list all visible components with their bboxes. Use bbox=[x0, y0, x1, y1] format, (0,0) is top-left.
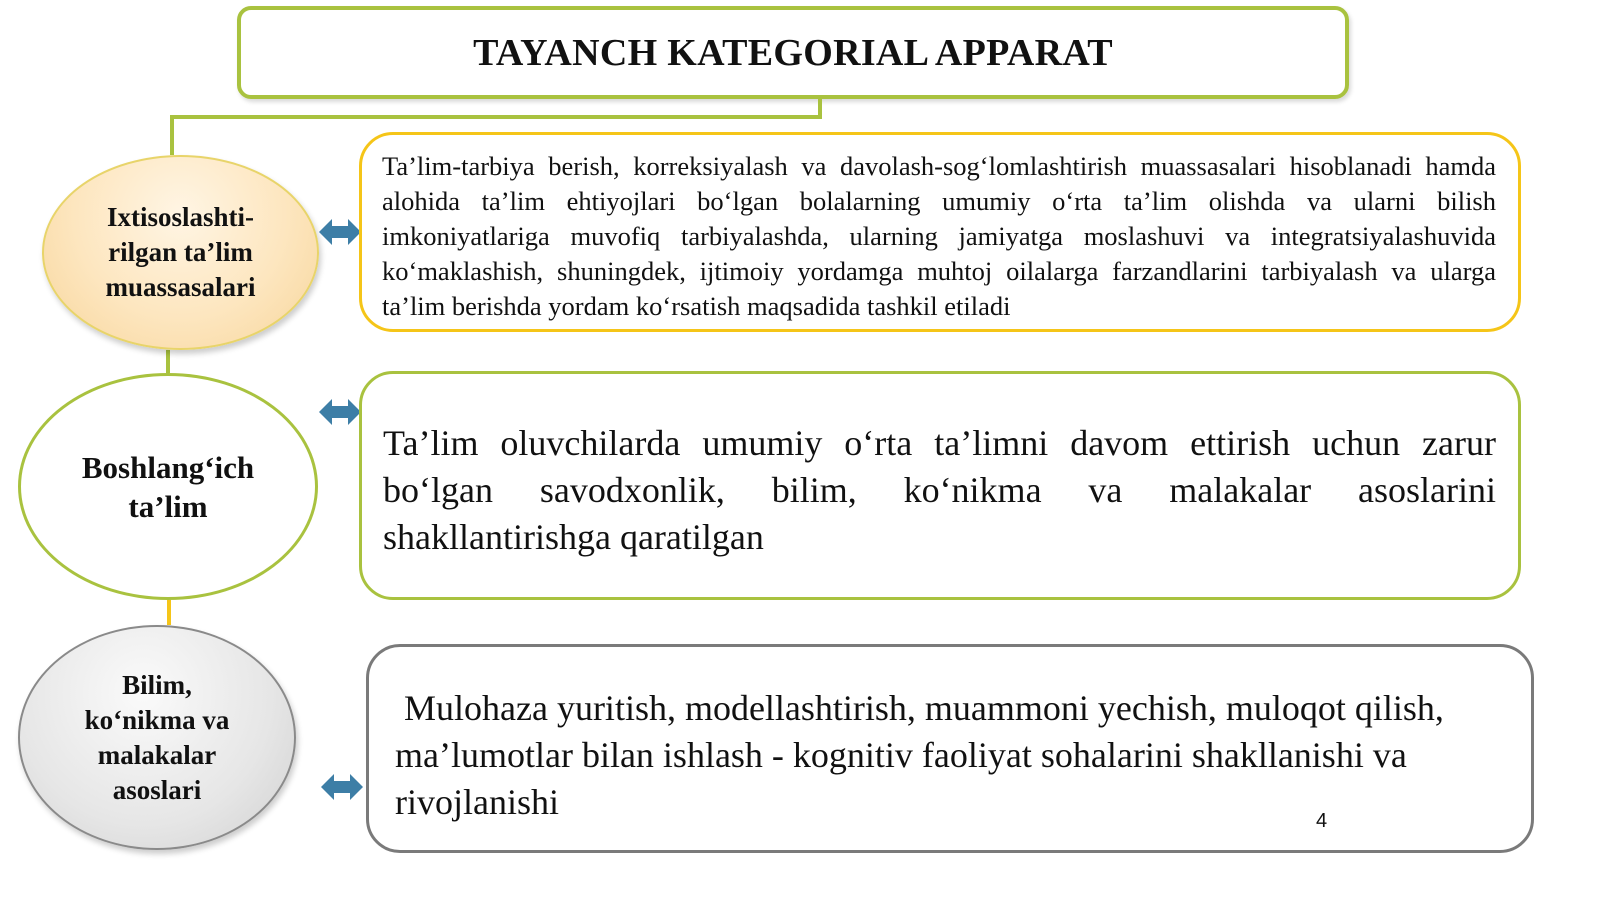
connector-line bbox=[167, 600, 171, 625]
node-label-line: Ixtisoslashti- bbox=[106, 202, 255, 232]
double-arrow-icon bbox=[321, 773, 363, 801]
connector-line bbox=[170, 115, 822, 119]
description-text: Mulohaza yuritish, modellashtirish, muammoni yechish, muloqot qilish, ma’lumotlar bilan ishlash - kognitiv faoliyat sohalarini shakllanishi va rivojlanishi bbox=[395, 688, 1462, 822]
description-box-skills bbox=[366, 644, 1534, 853]
page-title: TAYANCH KATEGORIAL APPARAT bbox=[473, 31, 1113, 74]
connector-line bbox=[166, 350, 170, 373]
node-label-line: Boshlang‘ich bbox=[81, 449, 255, 485]
description-box-specialized bbox=[359, 132, 1521, 332]
node-knowledge-skills bbox=[18, 625, 296, 850]
node-primary-education bbox=[18, 373, 318, 600]
double-arrow-icon bbox=[319, 218, 361, 246]
node-label-line: ko‘nikma va bbox=[84, 704, 230, 735]
node-specialized-institutions bbox=[42, 155, 319, 350]
node-label-line: ta’lim bbox=[128, 488, 208, 524]
page-number: 4 bbox=[1316, 810, 1328, 832]
node-label-line: muassasalari bbox=[105, 272, 256, 302]
description-text: Ta’lim oluvchilarda umumiy o‘rta ta’limni davom ettirish uchun zarur bo‘lgan savodxonlik, bilim, ko‘nikma va malakalar asoslarini shakllantirishga qaratilgan bbox=[383, 423, 1496, 557]
node-label-line: asoslari bbox=[112, 774, 202, 805]
node-label-line: malakalar bbox=[97, 739, 217, 770]
node-label-line: Bilim, bbox=[122, 669, 192, 700]
title-box bbox=[237, 6, 1349, 99]
description-text: Ta’lim-tarbiya berish, korreksiyalash va davolash-sog‘lomlashtirish muassasalari hisoblanadi hamda alohida ta’lim ehtiyojlari bo‘lgan bolalarning umumiy o‘rta ta’lim olishda va ularni bilish imkoniyatlariga muvofiq tarbiyalashda, ularning jamiyatga moslashuvi va integratsiyalashuvida ko‘maklashish, shuningdek, ijtimoiy yordamga muhtoj oilalarga farzandlarini tarbiyalash va ularga ta’lim berishda yordam ko‘rsatish maqsadida tashkil etiladi bbox=[382, 151, 1496, 321]
description-box-primary bbox=[359, 371, 1521, 600]
connector-line bbox=[170, 115, 174, 155]
node-label-line: rilgan ta’lim bbox=[108, 237, 253, 267]
double-arrow-icon bbox=[319, 398, 361, 426]
